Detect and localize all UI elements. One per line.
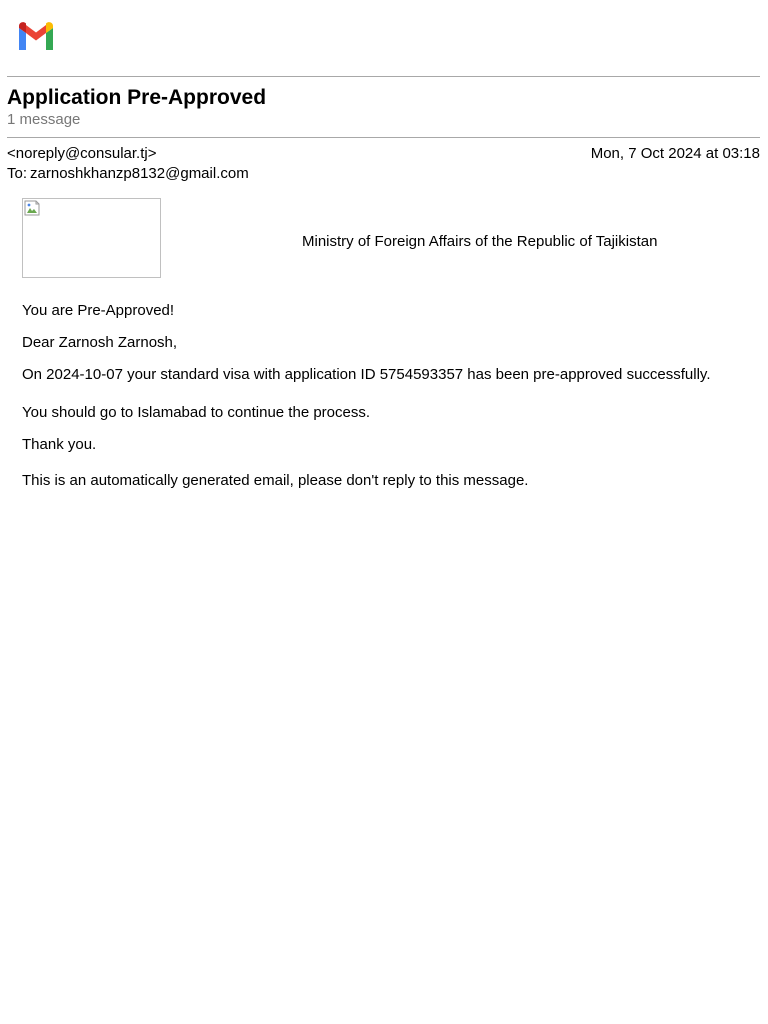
broken-image-icon xyxy=(24,200,40,216)
recipient-line xyxy=(7,165,249,183)
recipient-label: To: xyxy=(7,165,28,182)
email-instruction: You should go to Islamabad to continue the process. xyxy=(22,404,371,421)
email-footer-note: This is an automatically generated email, please don't reply to this message. xyxy=(22,472,529,489)
email-paragraph xyxy=(22,365,712,384)
broken-image-frame xyxy=(22,198,161,278)
email-subject: Application Pre-Approved xyxy=(7,86,267,109)
gmail-logo-icon xyxy=(16,21,56,51)
sender-address: <noreply@consular.tj> xyxy=(7,145,157,162)
email-thanks: Thank you. xyxy=(22,436,97,453)
recipient-address: zarnoshkhanzp8132@gmail.com xyxy=(30,165,249,182)
email-heading: You are Pre-Approved! xyxy=(22,302,175,319)
email-greeting: Dear Zarnosh Zarnosh, xyxy=(22,334,178,351)
ministry-name: Ministry of Foreign Affairs of the Republic of Tajikistan xyxy=(302,233,658,250)
subject-divider xyxy=(7,137,760,138)
paragraph-line: On 2024-10-07 your standard visa with application ID 5754593357 has been pre-approved successfully. xyxy=(22,366,711,383)
message-count: 1 message xyxy=(7,111,81,128)
header-divider xyxy=(7,76,760,77)
message-date: Mon, 7 Oct 2024 at 03:18 xyxy=(590,145,760,162)
